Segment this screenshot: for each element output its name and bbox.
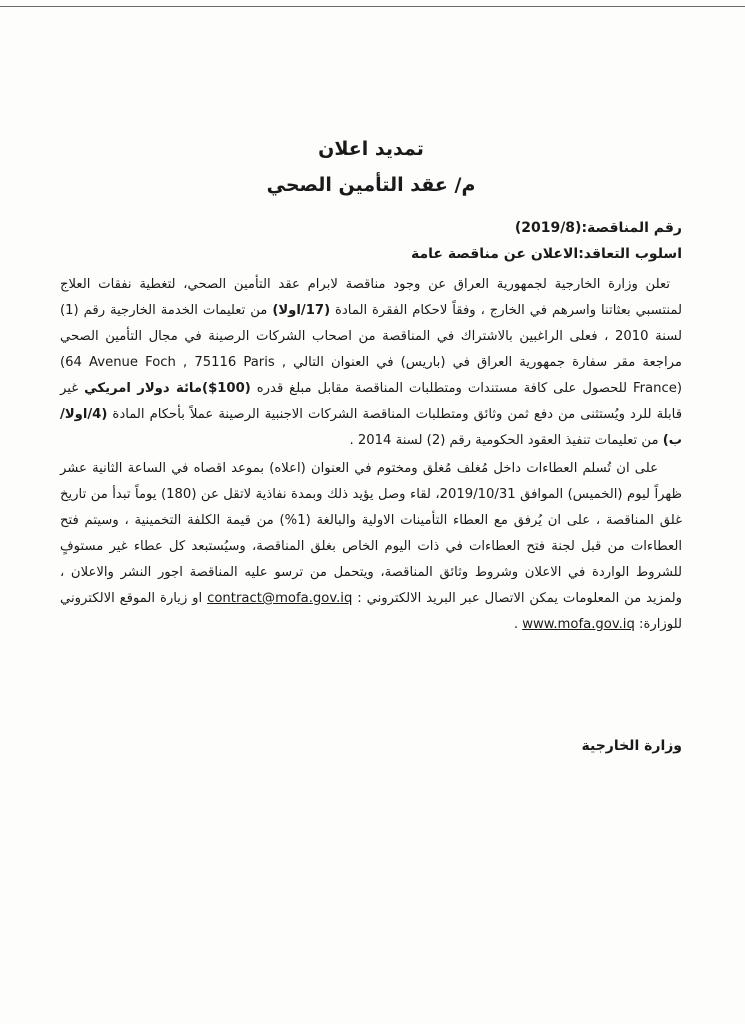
contract-method-label: اسلوب التعاقد: — [578, 246, 682, 262]
contact-email-link[interactable]: contract@mofa.gov.iq — [207, 591, 353, 606]
para1-part4: غير قابلة للرد ويُستثنى من دفع ثمن وثائق ومتطلبات المناقصة الشركات الاجنبية الرصينة عملاً بأحكام المادة — [60, 381, 682, 422]
para1-part1: تعلن وزارة الخارجية لجمهورية العراق عن وجود مناقصة لابرام عقد التأمين الصحي، لتغطية نفقات العلاج لمنتسبي بعثاتنا واسرهم في الخارج ، وفقاً لاحكام الفقرة المادة — [60, 277, 682, 318]
contract-method-value: الاعلان عن مناقصة عامة — [410, 246, 579, 262]
tender-fee: (100$)مائة دولار امريكي — [84, 381, 251, 396]
article-reference: (17/اولا) — [272, 303, 331, 318]
article-reference-2: (4/اولا/ب) — [60, 407, 682, 448]
issuer-signature: وزارة الخارجية — [581, 738, 682, 754]
para2-text: على ان تُسلم العطاءات داخل مُغلف مُغلق ومختوم في العنوان (اعلاه) بموعد اقصاه في الساعة الثانية عشر ظهراً ليوم (الخميس) الموافق 2019/10/31، لقاء وصل يؤيد ذلك وبمدة نفاذية لاتقل عن (180) يوماً تبدأ من تاريخ غلق المناقصة ، على ان يُرفق مع العطاء التأمينات الاولية والبالغة (1%) من قيمة الكلفة التخمينية ، وسيتم فتح العطاءات من قبل لجنة فتح العطاءات في ذات اليوم الخاص بغلق المناقصة، وسيُستبعد كل عطاء غير مستوفٍ للشروط الواردة في الاعلان وشروط وثائق المناقصة، ويتحمل من ترسو عليه المناقصة اجور النشر والاعلان ، ولمزيد من المعلومات يمكن الاتصال عبر البريد الالكتروني : — [60, 461, 682, 606]
para1-part2: من تعليمات الخدمة الخارجية رقم (1) لسنة 2010 ، فعلى الراغبين بالاشتراك في المناقصة من اصحاب الشركات الرصينة في مجال التأمين الصحي مراجعة مقر سفارة جمهورية العراق في (باريس) في العنوان التالي — [60, 303, 682, 370]
scan-edge-line — [0, 6, 745, 7]
tender-number-label: رقم المناقصة: — [581, 220, 682, 236]
para1-part3: للحصول على كافة مستندات ومتطلبات المناقصة مقابل مبلغ قدره — [250, 381, 633, 396]
embassy-address: (64 Avenue Foch , 75116 Paris , France) — [60, 355, 682, 396]
website-link[interactable]: www.mofa.gov.iq — [522, 617, 635, 632]
announcement-body — [60, 138, 682, 638]
tender-number — [60, 220, 682, 236]
contract-method — [60, 246, 682, 262]
announcement-subject: م/ عقد التأمين الصحي — [266, 174, 476, 196]
announcement-paragraph-1 — [60, 272, 682, 454]
announcement-paragraph-2 — [60, 456, 682, 638]
tender-number-value: (2019/8) — [514, 220, 582, 236]
para1-part5: من تعليمات تنفيذ العقود الحكومية رقم (2) لسنة 2014 . — [349, 433, 663, 448]
announcement-title: تمديد اعلان — [318, 138, 424, 160]
website-intro: او زيارة الموقع الالكتروني للوزارة: — [60, 591, 682, 632]
para2-end: . — [513, 617, 523, 632]
